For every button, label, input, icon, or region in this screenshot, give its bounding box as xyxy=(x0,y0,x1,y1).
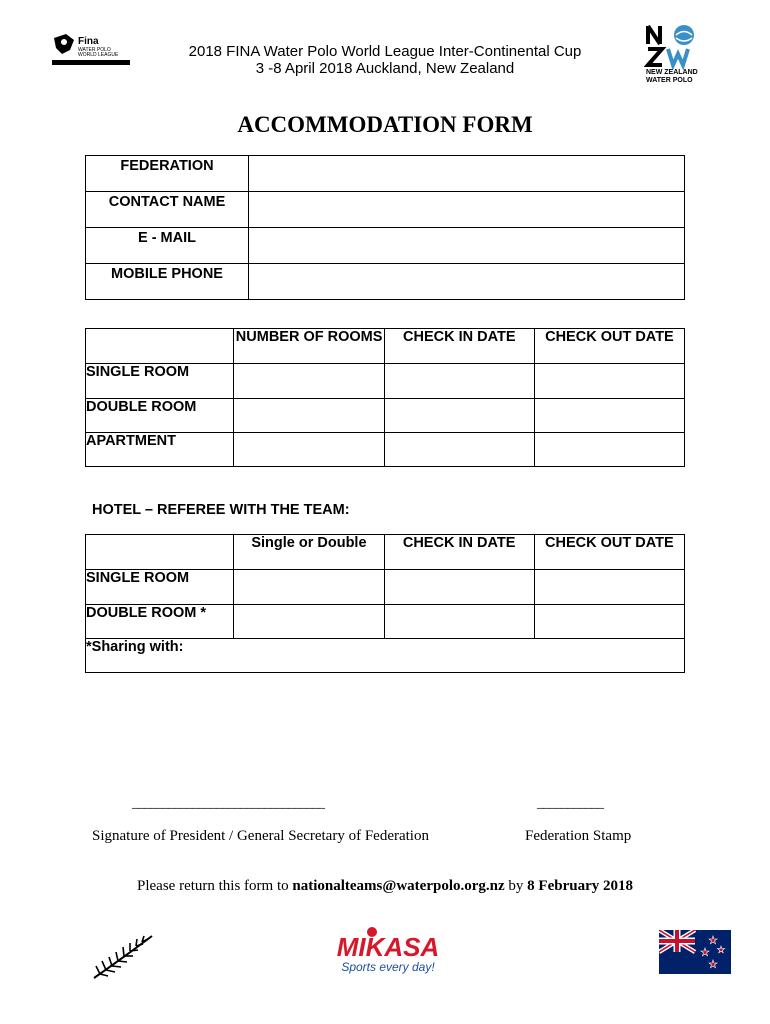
table-row xyxy=(86,605,685,639)
return-email-link[interactable]: nationalteams@waterpolo.org.nz xyxy=(292,878,505,894)
referee-double-room-check-out-field[interactable] xyxy=(534,605,684,639)
federation-stamp-caption: Federation Stamp xyxy=(525,828,632,844)
svg-text:NEW ZEALAND: NEW ZEALAND xyxy=(646,69,698,76)
svg-text:Sports every day!: Sports every day! xyxy=(341,960,435,974)
form-title: ACCOMMODATION FORM xyxy=(237,112,533,137)
header-single-or-double: Single or Double xyxy=(234,535,384,570)
return-instructions xyxy=(0,878,770,895)
single-room-label: SINGLE ROOM xyxy=(86,364,234,399)
apartment-label: APARTMENT xyxy=(86,433,234,467)
email-label: E - MAIL xyxy=(86,228,249,264)
header-number-of-rooms: NUMBER OF ROOMS xyxy=(234,329,384,364)
mikasa-logo xyxy=(318,924,458,976)
single-room-count-field[interactable] xyxy=(234,364,384,399)
return-deadline: 8 February 2018 xyxy=(527,878,633,894)
new-zealand-flag-icon xyxy=(659,930,731,974)
referee-single-room-check-in-field[interactable] xyxy=(384,570,534,605)
return-prefix: Please return this form to xyxy=(137,878,293,894)
table-row xyxy=(86,192,685,228)
table-header-row xyxy=(86,535,685,570)
double-room-label: DOUBLE ROOM xyxy=(86,399,234,433)
apartment-count-field[interactable] xyxy=(234,433,384,467)
event-dates: 3 -8 April 2018 Auckland, New Zealand xyxy=(255,60,515,77)
table-row xyxy=(86,364,685,399)
sharing-with-field[interactable]: *Sharing with: xyxy=(86,639,685,673)
svg-text:Fina: Fina xyxy=(78,36,99,47)
federation-field[interactable] xyxy=(249,156,685,192)
referee-single-room-label: SINGLE ROOM xyxy=(86,570,234,605)
header-check-in-date: CHECK IN DATE xyxy=(384,329,534,364)
rooms-table xyxy=(85,328,685,467)
referee-hotel-table xyxy=(85,534,685,673)
referee-section-heading: HOTEL – REFEREE WITH THE TEAM: xyxy=(92,502,350,518)
table-row xyxy=(86,228,685,264)
table-row xyxy=(86,156,685,192)
header-check-out-date: CHECK OUT DATE xyxy=(534,329,684,364)
silver-fern-icon xyxy=(90,932,156,982)
referee-double-room-label: DOUBLE ROOM * xyxy=(86,605,234,639)
contact-details-table xyxy=(85,155,685,300)
double-room-count-field[interactable] xyxy=(234,399,384,433)
federation-label: FEDERATION xyxy=(86,156,249,192)
referee-single-room-type-field[interactable] xyxy=(234,570,384,605)
apartment-check-out-field[interactable] xyxy=(534,433,684,467)
svg-text:WATER POLO: WATER POLO xyxy=(78,47,111,53)
svg-text:WATER POLO: WATER POLO xyxy=(646,77,693,84)
table-header-row xyxy=(86,329,685,364)
mobile-phone-label: MOBILE PHONE xyxy=(86,264,249,300)
double-room-check-in-field[interactable] xyxy=(384,399,534,433)
table-row xyxy=(86,264,685,300)
referee-double-room-check-in-field[interactable] xyxy=(384,605,534,639)
single-room-check-in-field[interactable] xyxy=(384,364,534,399)
table-row xyxy=(86,399,685,433)
double-room-check-out-field[interactable] xyxy=(534,399,684,433)
fina-logo xyxy=(52,32,132,68)
nz-water-polo-logo xyxy=(644,22,706,84)
event-title: 2018 FINA Water Polo World League Inter-Continental Cup xyxy=(188,43,582,60)
contact-name-field[interactable] xyxy=(249,192,685,228)
referee-double-room-type-field[interactable] xyxy=(234,605,384,639)
mobile-phone-field[interactable] xyxy=(249,264,685,300)
header-blank-cell xyxy=(86,535,234,570)
return-middle: by xyxy=(504,878,528,894)
email-field[interactable] xyxy=(249,228,685,264)
header-check-out-date: CHECK OUT DATE xyxy=(534,535,684,570)
contact-name-label: CONTACT NAME xyxy=(86,192,249,228)
federation-stamp-line[interactable]: ___________ xyxy=(537,796,603,811)
president-signature-caption: Signature of President / General Secretary of Federation xyxy=(92,828,429,844)
svg-text:WORLD LEAGUE: WORLD LEAGUE xyxy=(78,52,119,58)
single-room-check-out-field[interactable] xyxy=(534,364,684,399)
table-row xyxy=(86,639,685,673)
referee-single-room-check-out-field[interactable] xyxy=(534,570,684,605)
president-signature-line[interactable]: ________________________________ xyxy=(132,796,324,811)
svg-text:MIKASA: MIKASA xyxy=(336,932,440,962)
table-row xyxy=(86,570,685,605)
apartment-check-in-field[interactable] xyxy=(384,433,534,467)
header-check-in-date: CHECK IN DATE xyxy=(384,535,534,570)
event-header xyxy=(140,43,630,77)
table-row xyxy=(86,433,685,467)
header-blank-cell xyxy=(86,329,234,364)
